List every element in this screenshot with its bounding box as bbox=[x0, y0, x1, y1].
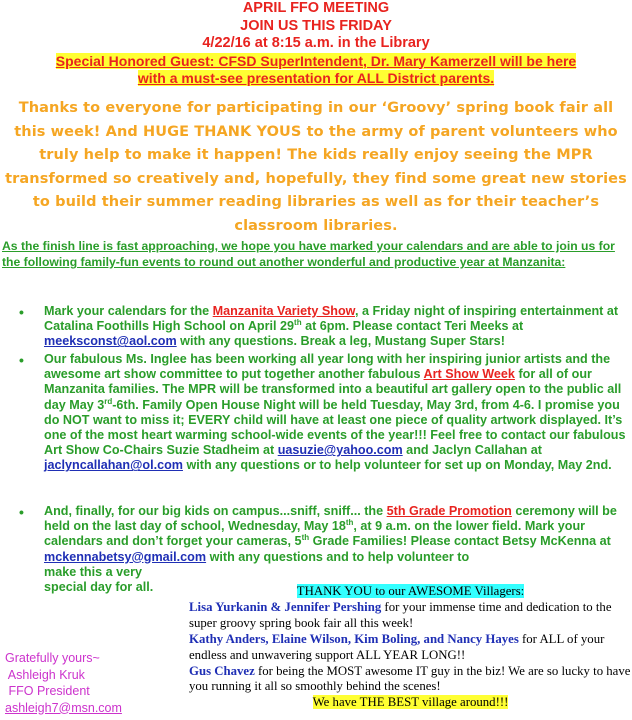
villager-it: Gus Chavez for being the MOST awesome IT guy in the biz! We are so lucky to have you running it all so smoothly behind the scenes! bbox=[189, 663, 631, 694]
villager-book-fair: Lisa Yurkanin & Jennifer Pershing for your immense time and dedication to the super groovy spring book fair all this week! bbox=[189, 599, 612, 630]
variety-show-link[interactable]: Manzanita Variety Show bbox=[212, 304, 355, 318]
signature-block bbox=[5, 650, 122, 716]
mckenna-email-link[interactable]: mckennabetsy@gmail.com bbox=[44, 549, 207, 564]
signature-closing: Gratefully yours~ bbox=[5, 651, 100, 665]
guest-line-1: Special Honored Guest: CFSD SuperIntendent, Dr. Mary Kamerzell will be here bbox=[55, 52, 577, 69]
thanks-paragraph: Thanks to everyone for participating in our ‘Groovy’ spring book fair all this week! And HUGE THANK YOUS to the army of parent volunteers who truly help to make it happen! The kids really enjoy seeing the MPR transformed so creatively and, hopefully, they find some great new stories to build their summer reading libraries as well as for their teacher’s classroom libraries. bbox=[5, 100, 627, 234]
header-line-3: 4/22/16 at 8:15 a.m. in the Library bbox=[202, 35, 430, 51]
event-art-show: Our fabulous Ms. Inglee has been working all year long with her inspiring junior artists and the awesome art show committee to put together another fabulous Art Show Week for all of our Manzanita families. The MPR will be transformed into a beautiful art gallery open to the public all day May 3rd-6th. Family Open House Night will be held Tuesday, May 3rd, from 4-6. I promise you do NOT want to miss it; EVERY child will have at least one piece of quality artwork displayed. It’s one of the most heart warming school-wide events of the year!!! Feel free to contact our fabulous Art Show Co-Chairs Suzie Stadheim at uasuzie@yahoo.com and Jaclyn Callahan at jaclyncallahan@ol.com with any questions or to help volunteer for set up on Monday, May 2nd. bbox=[44, 352, 626, 473]
event-variety-show: Mark your calendars for the Manzanita Variety Show, a Friday night of inspiring entertainment at Catalina Foothills High School on April 29th at 6pm. Please contact Teri Meeks at meeksconst@aol.com with any questions. Break a leg, Mustang Super Stars! bbox=[44, 304, 619, 349]
villager-support: Kathy Anders, Elaine Wilson, Kim Boling, and Nancy Hayes for ALL of your endless and unwavering support ALL YEAR LONG!! bbox=[189, 631, 605, 662]
promotion-link[interactable]: 5th Grade Promotion bbox=[386, 504, 512, 518]
villagers-title: THANK YOU to our AWESOME Villagers: bbox=[296, 584, 525, 598]
header-line-1: APRIL FFO MEETING bbox=[242, 0, 390, 16]
event-5th-grade-promotion: And, finally, for our big kids on campus...sniff, sniff... the 5th Grade Promotion ceremony will be held on the last day of school, Wednesday, May 18th, at 9 a.m. on the lower field. Mark your calendars and don’t forget your cameras, 5th Grade Families! Please contact Betsy McKenna at mckennabetsy@gmail.com with any questions and to help volunteer to make this a very special day for all. bbox=[44, 504, 617, 595]
bullet-dot: • bbox=[19, 304, 24, 320]
bullet-dot: • bbox=[19, 504, 24, 520]
uasuzie-email-link[interactable]: uasuzie@yahoo.com bbox=[277, 443, 403, 458]
guest-line-2: with a must-see presentation for ALL District parents. bbox=[137, 70, 495, 86]
callahan-email-link[interactable]: jaclyncallahan@ol.com bbox=[44, 458, 183, 473]
signature-name: Ashleigh Kruk bbox=[5, 667, 85, 682]
signature-email-link[interactable]: ashleigh7@msn.com bbox=[5, 700, 122, 715]
bullet-dot: • bbox=[19, 352, 24, 368]
signature-title: FFO President bbox=[5, 684, 90, 698]
villagers-closing: We have THE BEST village around!!! bbox=[312, 695, 509, 710]
special-guest-block bbox=[0, 53, 632, 88]
header-line-2: JOIN US THIS FRIDAY bbox=[240, 17, 392, 34]
villagers-thank-you bbox=[189, 584, 632, 711]
art-show-week-link[interactable]: Art Show Week bbox=[423, 367, 515, 382]
meeks-email-link[interactable]: meeksconst@aol.com bbox=[44, 334, 177, 349]
finish-line-paragraph: As the finish line is fast approaching, we hope you have marked your calendars and are able to join us for the following family-fun events to round out another wonderful and productive year at Manzanita: bbox=[2, 239, 615, 269]
meeting-header bbox=[0, 0, 632, 88]
